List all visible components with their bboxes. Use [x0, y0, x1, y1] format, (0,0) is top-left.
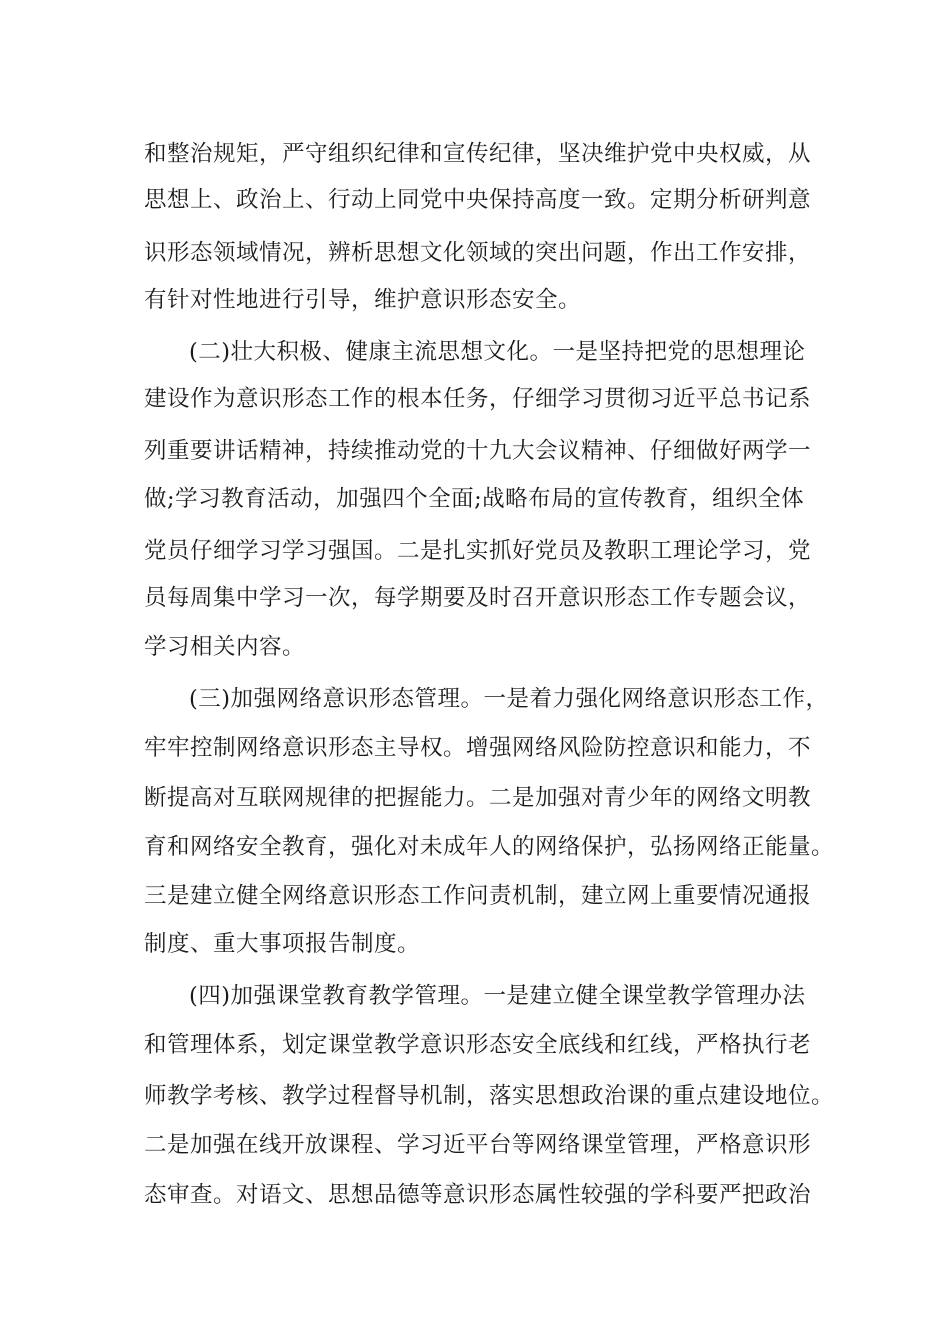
- text-line: 思想上、政治上、行动上同党中央保持高度一致。定期分析研判意: [144, 187, 812, 213]
- text-line: 识形态领域情况，辨析思想文化领域的突出问题，作出工作安排，: [144, 240, 812, 266]
- text-line: 师教学考核、教学过程督导机制，落实思想政治课的重点建设地位。: [144, 1083, 835, 1109]
- text-line: 员每周集中学习一次，每学期要及时召开意识形态工作专题会议，: [144, 585, 812, 611]
- text-line: 育和网络安全教育，强化对未成年人的网络保护，弘扬网络正能量。: [144, 834, 835, 860]
- paragraph-heading-line: (三)加强网络意识形态管理。一是着力强化网络意识形态工作，: [189, 686, 829, 712]
- text-line: 做;学习教育活动，加强四个全面;战略布局的宣传教育，组织全体: [144, 486, 805, 512]
- text-line: 态审查。对语文、思想品德等意识形态属性较强的学科要严把政治: [144, 1182, 812, 1208]
- text-line: 二是加强在线开放课程、学习近平台等网络课堂管理，严格意识形: [144, 1132, 812, 1158]
- text-line: 制度、重大事项报告制度。: [144, 931, 421, 957]
- text-line: 有针对性地进行引导，维护意识形态安全。: [144, 287, 582, 313]
- text-line: 列重要讲话精神，持续推动党的十九大会议精神、仔细做好两学一: [144, 438, 812, 464]
- text-line: 牢牢控制网络意识形态主导权。增强网络风险防控意识和能力，不: [144, 735, 812, 761]
- text-line: 断提高对互联网规律的把握能力。二是加强对青少年的网络文明教: [144, 785, 812, 811]
- paragraph-heading-line: (二)壮大积极、健康主流思想文化。一是坚持把党的思想理论: [189, 339, 806, 365]
- text-line: 党员仔细学习学习强国。二是扎实抓好党员及教职工理论学习，党: [144, 538, 812, 564]
- text-line: 三是建立健全网络意识形态工作问责机制，建立网上重要情况通报: [144, 883, 812, 909]
- text-line: 和管理体系，划定课堂教学意识形态安全底线和红线，严格执行老: [144, 1032, 812, 1058]
- paragraph-heading-line: (四)加强课堂教育教学管理。一是建立健全课堂教学管理办法: [189, 983, 806, 1009]
- text-line: 和整治规矩，严守组织纪律和宣传纪律，坚决维护党中央权威，从: [144, 141, 812, 167]
- text-line: 建设作为意识形态工作的根本任务，仔细学习贯彻习近平总书记系: [144, 386, 812, 412]
- text-line: 学习相关内容。: [144, 634, 306, 660]
